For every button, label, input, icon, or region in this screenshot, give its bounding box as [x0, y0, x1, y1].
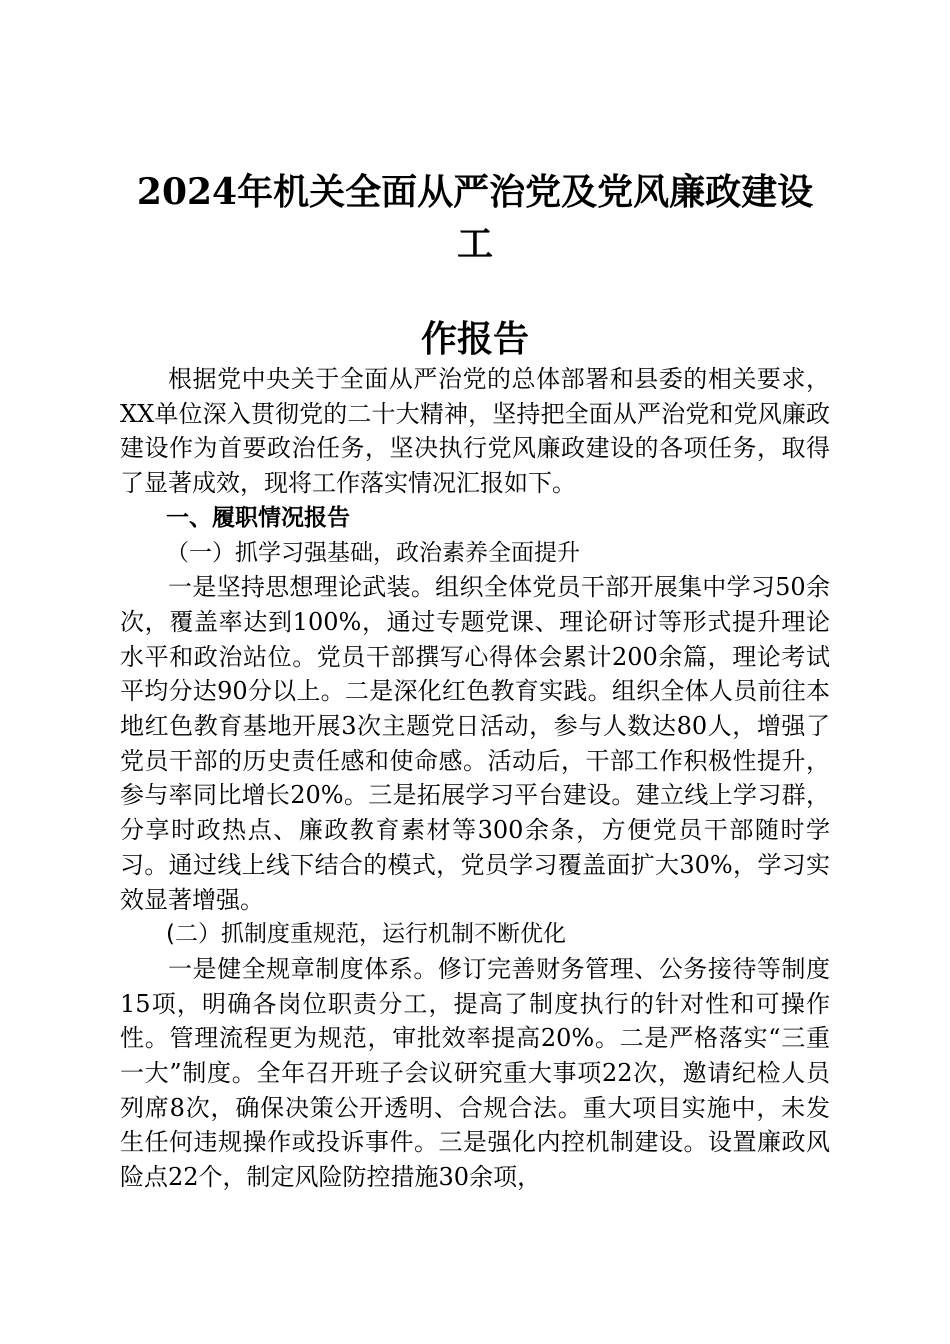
subsection-heading-2: (二）抓制度重规范，运行机制不断优化 — [166, 921, 566, 948]
document-body — [120, 362, 830, 1195]
intro-paragraph: 根据党中央关于全面从严治党的总体部署和县委的相关要求，XX单位深入贯彻党的二十大精神，坚持把全面从严治党和党风廉政建设作为首要政治任务，坚决执行党风廉政建设的各项任务，取得了显著成效，现将工作落实情况汇报如下。 — [120, 365, 830, 498]
section-heading-1: 一、履职情况报告 — [166, 504, 350, 531]
subsection-2-paragraph: 一是健全规章制度体系。修订完善财务管理、公务接待等制度15项，明确各岗位职责分工，提高了制度执行的针对性和可操作性。管理流程更为规范，审批效率提高20%。二是严格落实“三重一大”制度。全年召开班子会议研究重大事项22次，邀请纪检人员列席8次，确保决策公开透明、合规合法。重大项目实施中，未发生任何违规操作或投诉事件。三是强化内控机制建设。设置廉政风险点22个，制定风险防控措施30余项， — [120, 954, 830, 1192]
document-title — [120, 166, 830, 365]
subsection-1-paragraph: 一是坚持思想理论武装。组织全体党员干部开展集中学习50余次，覆盖率达到100%，通过专题党课、理论研讨等形式提升理论水平和政治站位。党员干部撰写心得体会累计200余篇，理论考试平均分达90分以上。二是深化红色教育实践。组织全体人员前往本地红色教育基地开展3次主题党日活动，参与人数达80人，增强了党员干部的历史责任感和使命感。活动后，干部工作积极性提升，参与率同比增长20%。三是拓展学习平台建设。建立线上学习群，分享时政热点、廉政教育素材等300余条，方便党员干部随时学习。通过线上线下结合的模式，党员学习覆盖面扩大30%，学习实效显著增强。 — [120, 573, 830, 914]
title-line-2: 作报告 — [420, 318, 529, 360]
title-line-1: 2024年机关全面从严治党及党风廉政建设工 — [136, 171, 814, 265]
subsection-heading-1: （一）抓学习强基础，政治素养全面提升 — [166, 539, 580, 566]
